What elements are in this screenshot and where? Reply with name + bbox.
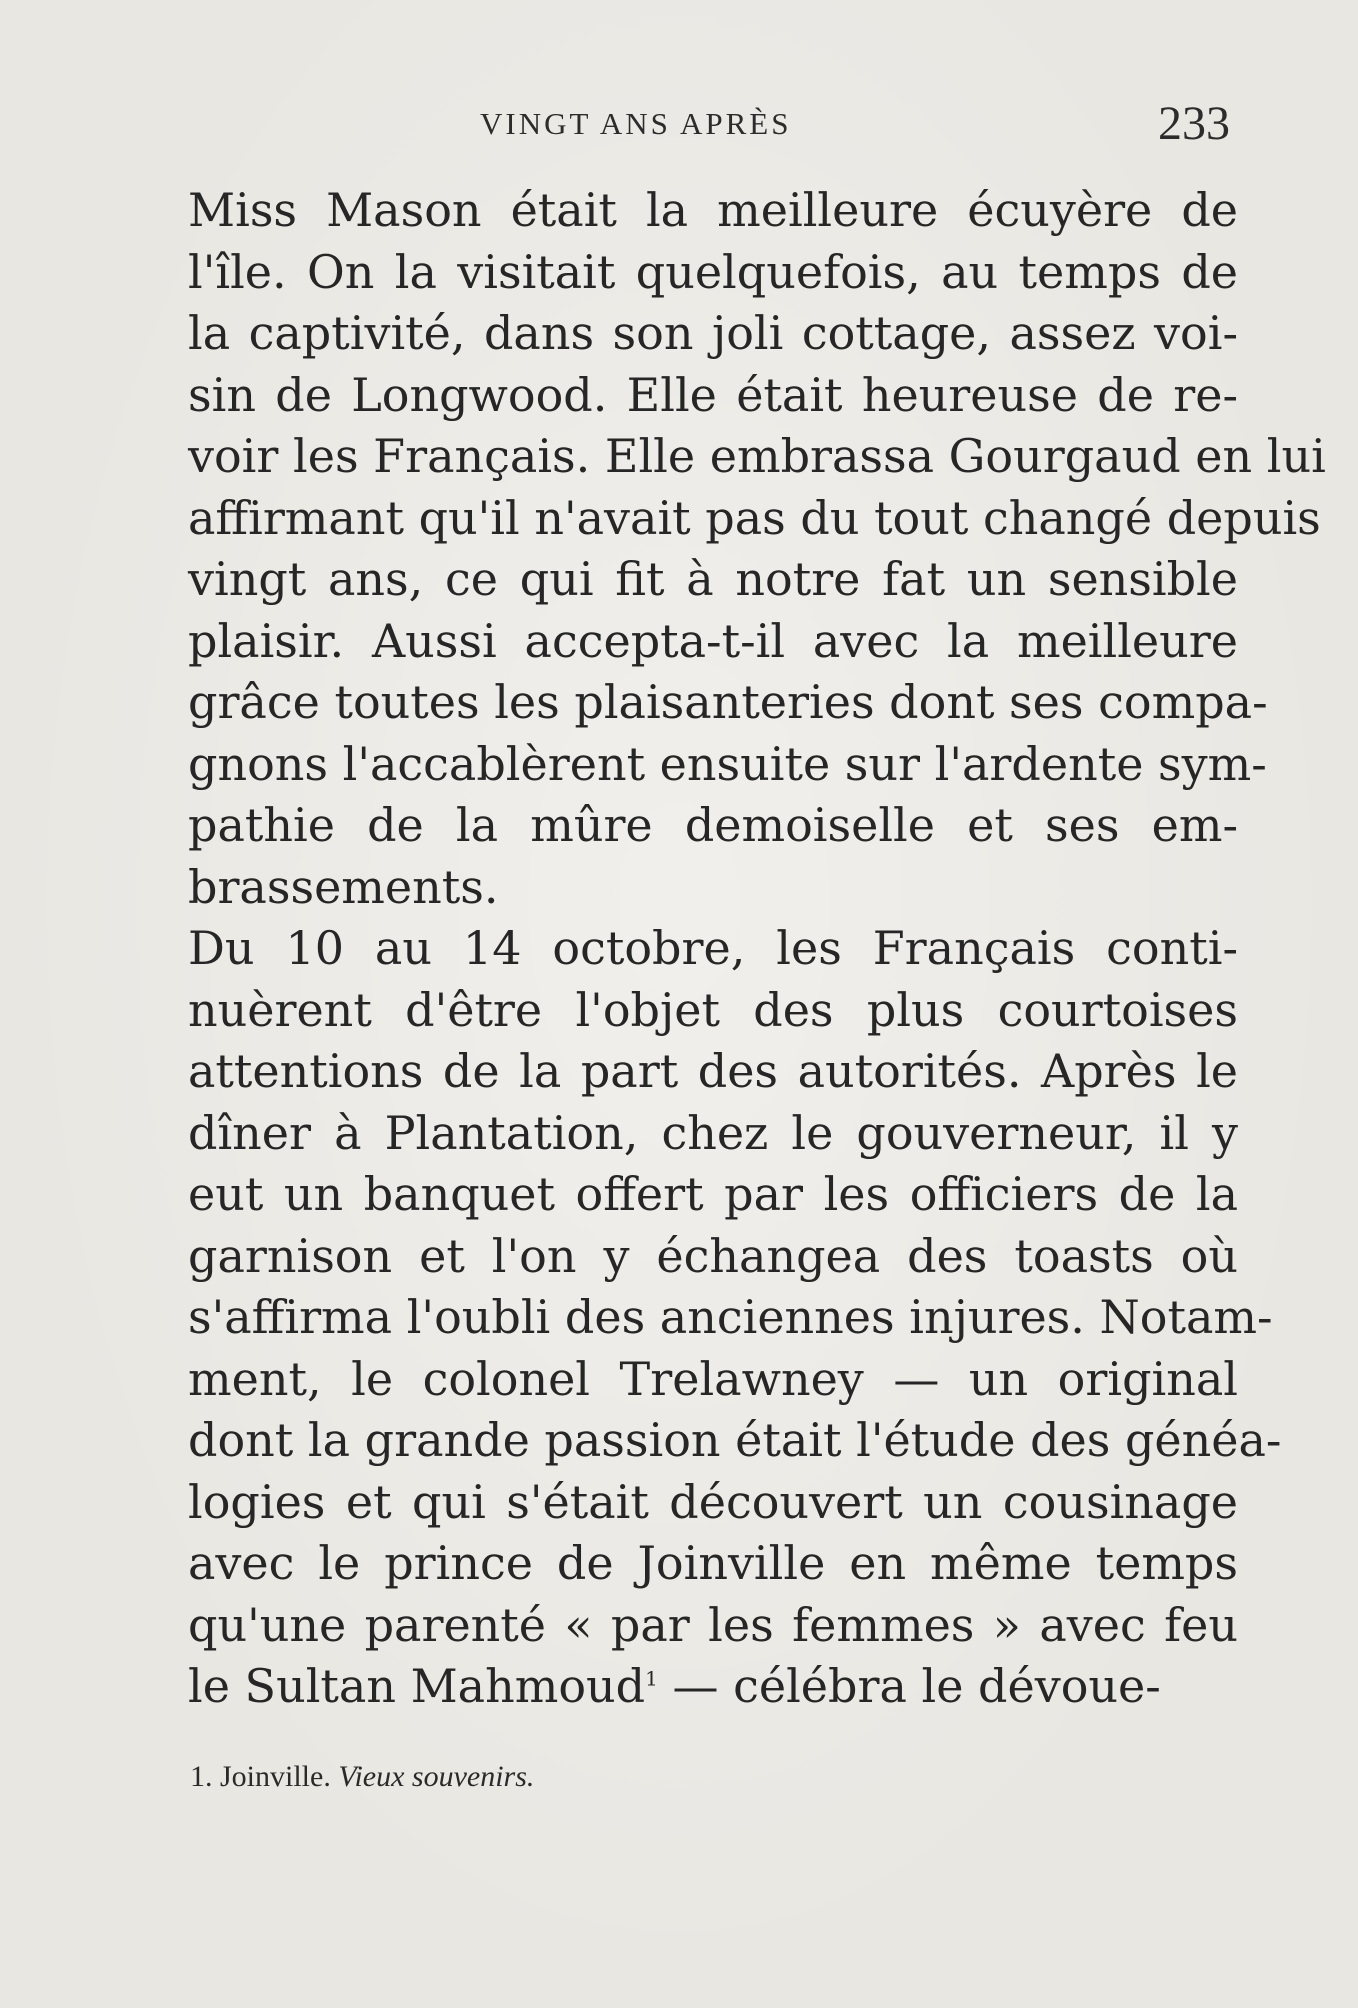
text-line: Miss Mason était la meilleure écuyère de bbox=[188, 183, 1238, 237]
text-line: Du 10 au 14 octobre, les Français conti- bbox=[188, 921, 1238, 975]
footnote-marker: 1 bbox=[645, 1666, 658, 1691]
text-line: l'île. On la visitait quelquefois, au temps de bbox=[188, 244, 1238, 299]
text-line: grâce toutes les plaisanteries dont ses compa- bbox=[188, 675, 1268, 729]
text-line: eut un banquet offert par les officiers de la bbox=[188, 1167, 1238, 1221]
running-title: VINGT ANS APRÈS bbox=[480, 106, 792, 141]
footnote-number: 1. bbox=[190, 1760, 213, 1793]
text-fragment: le Sultan Mahmoud bbox=[188, 1659, 646, 1713]
text-line: attentions de la part des autorités. Après le bbox=[188, 1044, 1238, 1098]
page-number: 233 bbox=[1158, 97, 1230, 150]
text-fragment: — célébra le dévoue- bbox=[672, 1659, 1161, 1713]
text-line: logies et qui s'était découvert un cousinage bbox=[188, 1474, 1238, 1529]
text-line: nuèrent d'être l'objet des plus courtoises bbox=[188, 982, 1238, 1037]
text-line: sin de Longwood. Elle était heureuse de re- bbox=[188, 367, 1238, 422]
text-line: s'affirma l'oubli des anciennes injures. Notam- bbox=[188, 1290, 1273, 1344]
text-line: qu'une parenté « par les femmes » avec feu bbox=[188, 1597, 1238, 1652]
text-line: dont la grande passion était l'étude des généa- bbox=[188, 1413, 1282, 1467]
text-line: pathie de la mûre demoiselle et ses em- bbox=[188, 798, 1238, 852]
paragraph-2 bbox=[146, 918, 1282, 1718]
text-line: voir les Français. Elle embrassa Gourgaud en lui bbox=[188, 429, 1326, 483]
text-line: garnison et l'on y échangea des toasts où bbox=[188, 1228, 1238, 1283]
text-line: dîner à Plantation, chez le gouverneur, il y bbox=[188, 1105, 1238, 1160]
text-line: brassements. bbox=[188, 859, 499, 914]
text-line: la captivité, dans son joli cottage, assez voi- bbox=[188, 306, 1238, 360]
footnote bbox=[190, 1760, 534, 1794]
text-line: plaisir. Aussi accepta-t-il avec la meilleure bbox=[188, 613, 1238, 668]
text-line: vingt ans, ce qui fit à notre fat un sensible bbox=[188, 552, 1238, 606]
running-head bbox=[150, 96, 1230, 156]
footnote-author: Joinville. bbox=[220, 1760, 331, 1793]
footnote-work: Vieux souvenirs. bbox=[338, 1760, 535, 1793]
body-text bbox=[146, 180, 1326, 1718]
text-line: affirmant qu'il n'avait pas du tout changé depuis bbox=[188, 490, 1321, 545]
text-line: ment, le colonel Trelawney — un original bbox=[188, 1351, 1238, 1406]
text-line-with-footnote bbox=[146, 1656, 1238, 1718]
text-line: avec le prince de Joinville en même temps bbox=[188, 1536, 1238, 1590]
text-line: gnons l'accablèrent ensuite sur l'ardente sym- bbox=[188, 736, 1267, 791]
paragraph-1 bbox=[146, 180, 1326, 918]
